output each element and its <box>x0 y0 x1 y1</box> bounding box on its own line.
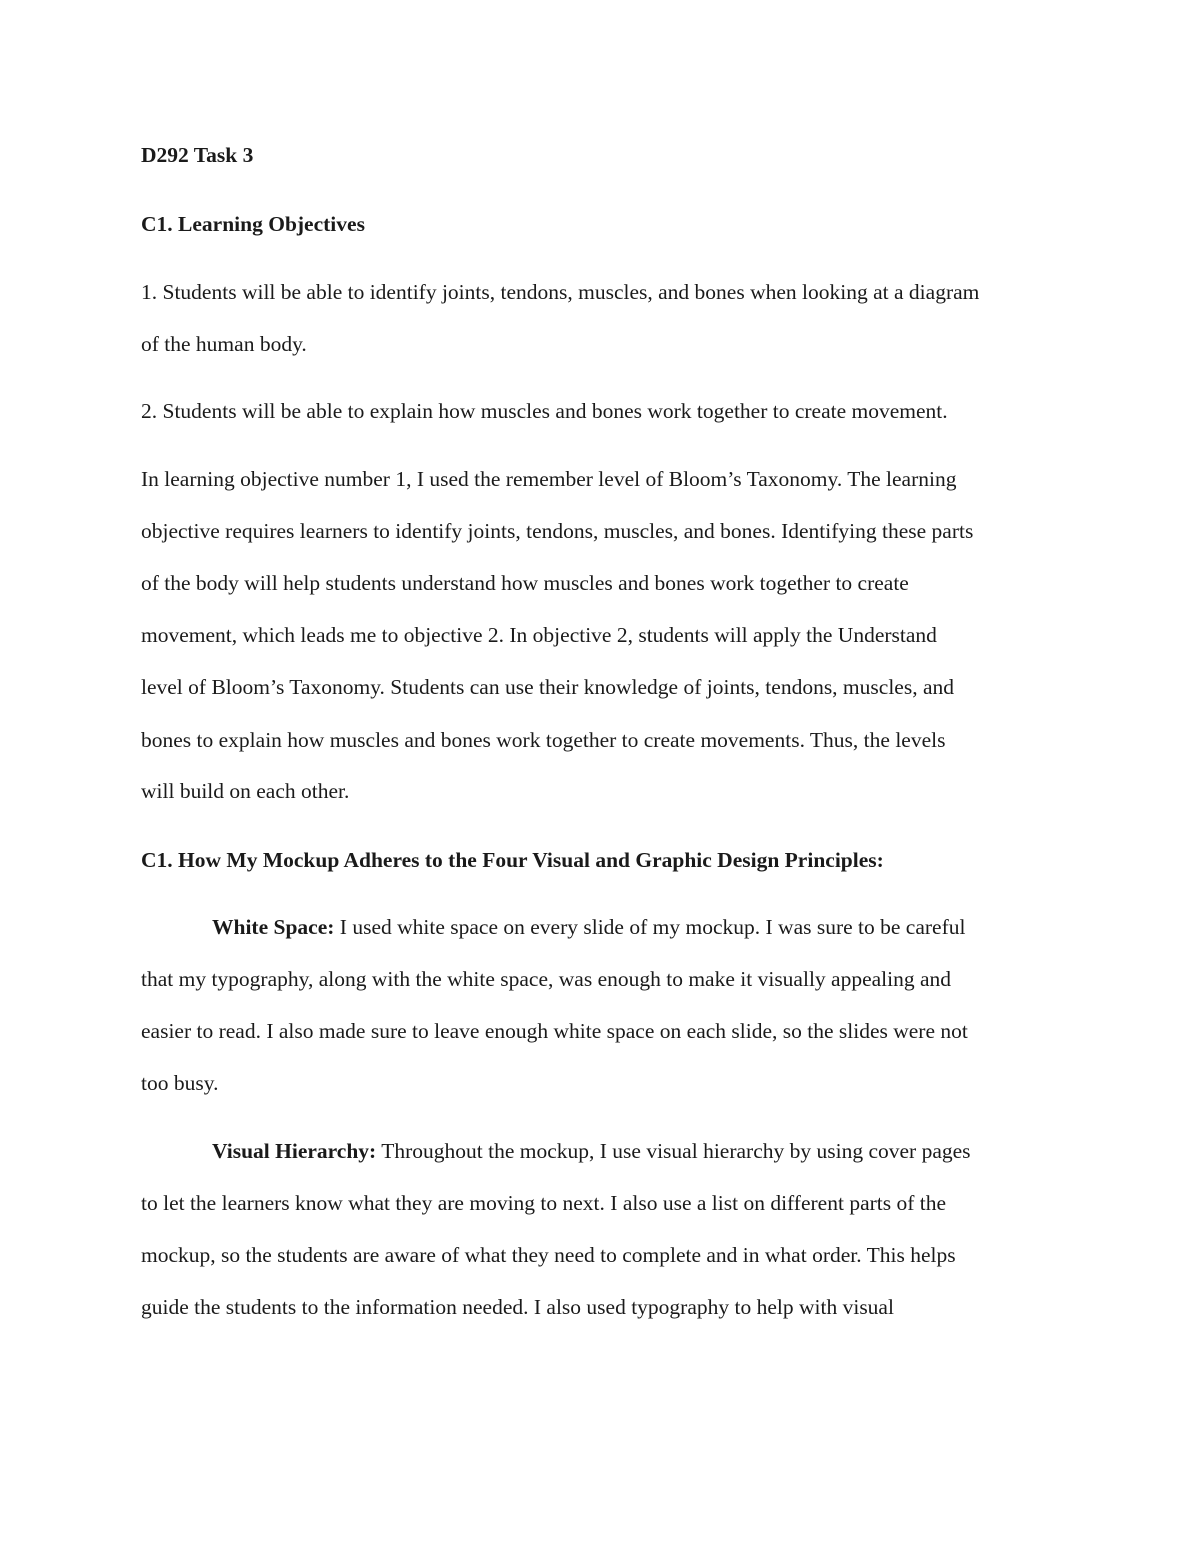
paragraph-line: In learning objective number 1, I used the remember level of Bloom’s Taxonomy. The learning <box>141 467 957 491</box>
visual-hierarchy-label: Visual Hierarchy: <box>212 1139 377 1163</box>
paragraph-line: bones to explain how muscles and bones work together to create movements. Thus, the levels <box>141 728 946 752</box>
white-space-text: I used white space on every slide of my mockup. I was sure to be careful <box>334 915 966 939</box>
white-space-paragraph-first-line <box>212 912 965 942</box>
paragraph-line: mockup, so the students are aware of what they need to complete and in what order. This helps <box>141 1243 956 1267</box>
objective-1-line-2: of the human body. <box>141 332 307 356</box>
visual-hierarchy-text: Throughout the mockup, I use visual hierarchy by using cover pages <box>376 1139 971 1163</box>
visual-hierarchy-paragraph-first-line <box>212 1136 971 1166</box>
objective-2: 2. Students will be able to explain how muscles and bones work together to create movement. <box>141 399 948 423</box>
paragraph-line: guide the students to the information needed. I also used typography to help with visual <box>141 1295 894 1319</box>
white-space-label: White Space: <box>212 915 335 939</box>
section-heading-design-principles: C1. How My Mockup Adheres to the Four Visual and Graphic Design Principles: <box>141 848 884 872</box>
paragraph-line: level of Bloom’s Taxonomy. Students can use their knowledge of joints, tendons, muscles, and <box>141 675 954 699</box>
objective-1-line-1: 1. Students will be able to identify joints, tendons, muscles, and bones when looking at a diagram <box>141 280 980 304</box>
paragraph-line: too busy. <box>141 1071 219 1095</box>
section-heading-learning-objectives: C1. Learning Objectives <box>141 212 365 236</box>
paragraph-line: to let the learners know what they are moving to next. I also use a list on different parts of the <box>141 1191 947 1215</box>
paragraph-line: movement, which leads me to objective 2. In objective 2, students will apply the Understand <box>141 623 937 647</box>
paragraph-line: easier to read. I also made sure to leave enough white space on each slide, so the slides were not <box>141 1019 968 1043</box>
document-title: D292 Task 3 <box>141 143 254 167</box>
paragraph-line: of the body will help students understand how muscles and bones work together to create <box>141 571 909 595</box>
paragraph-line: will build on each other. <box>141 779 350 803</box>
paragraph-line: objective requires learners to identify joints, tendons, muscles, and bones. Identifying these parts <box>141 519 974 543</box>
paragraph-line: that my typography, along with the white space, was enough to make it visually appealing and <box>141 967 952 991</box>
